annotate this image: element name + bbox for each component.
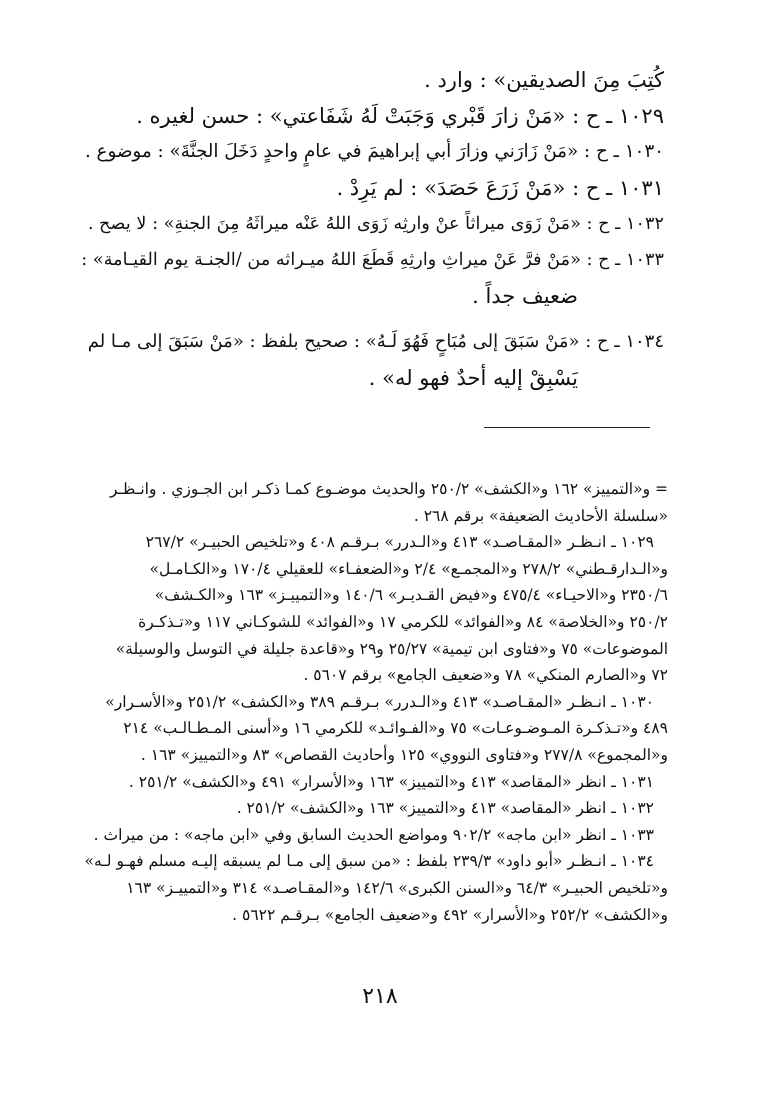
footnote-line: ١٠٣٣ ـ انظر «ابن ماجه» ٩٠٢/٢ ومواضع الحديث السابق وفي «ابن ماجه» : من ميراث . [93, 825, 654, 844]
footnote-line: «سلسلة الأحاديث الضعيفة» برقم ٢٦٨ . [413, 506, 668, 525]
footnote-line: الموضوعات» ٧٥ و«فتاوى ابن تيمية» ٢٥/٢٧ و٢٩ و«قاعدة جليلة في التوسل والوسيلة» [115, 639, 668, 658]
footnote-line: و«الكشف» ٢٥٢/٢ و«الأسرار» ٤٩٢ و«ضعيف الجامع» بـرقـم ٥٦٢٢ . [232, 905, 668, 924]
footnote-line: ٧٢ و«الصارم المنكي» ٧٨ و«ضعيف الجامع» برقم ٥٦٠٧ . [303, 666, 668, 685]
entry-text: «مَنْ زَرَعَ حَصَدَ» : لم يَرِدْ . [336, 176, 566, 200]
footnote-line: ١٠٢٩ ـ انـظـر «المقـاصـد» ٤١٣ و«الـدرر» بـرقـم ٤٠٨ و«تلخيص الحبيـر» ٢٦٧/٢ [145, 533, 654, 552]
entry-text: «مَنْ زارَ قَبْري وَجَبَتْ لَهُ شَفَاعتي» : حسن لغيره . [136, 104, 566, 128]
entry-number: ١٠٣٣ ـ ح : [586, 250, 664, 270]
hadith-entry-1034 [80, 324, 664, 396]
footnote-line: ٢٥٠/٢ و«الخلاصة» ٨٤ و«الفوائد» للكرمي ١٧ و«الفوائد» للشوكـاني ١١٧ و«تـذكـرة [138, 612, 668, 631]
footnote-line: = و«التمييز» ١٦٢ و«الكشف» ٢٥٠/٢ والحديث موضـوع كمـا ذكـر ابن الجـوزي . وانـظـر [109, 480, 668, 498]
footnote-line: ١٠٣٤ ـ انـظـر «أبو داود» ٢٣٩/٣ بلفظ : «من سبق إلى مـا لم يسبقه إليـه مسلم فهـو لـه» [84, 852, 654, 871]
entry-number: ١٠٣١ ـ ح : [572, 176, 664, 200]
footnote-line: و«المجموع» ٢٧٧/٨ و«فتاوى النووي» ١٢٥ وأحاديث القصاص» ٨٣ و«التمييز» ١٦٣ . [140, 745, 668, 764]
hadith-entry-1029 [80, 98, 664, 134]
footnote-line: ٢٣٥٠/٦ و«الاحيـاء» ٤٧٥/٤ و«فيض القـديـر» ١٤٠/٦ و«التمييـز» ١٦٣ و«الكـشف» [154, 586, 668, 605]
footnote-line: ١٠٣٠ ـ انـظـر «المقـاصـد» ٤١٣ و«الـدرر» بـرقـم ٣٨٩ و«الكشف» ٢٥١/٢ و«الأسـرار» [105, 692, 654, 711]
entry-continuation: يَسْبِقْ إليه أحدٌ فهو له» . [368, 366, 578, 390]
page-number: ٢١٨ [362, 984, 398, 1009]
main-text [80, 62, 664, 396]
hadith-entry-1032 [80, 206, 664, 242]
entry-text: «مَنْ زَارَني وزارَ أبي إبراهيمَ في عامٍ واحدٍ دَخَلَ الجنَّةَ» : موضوع . [84, 141, 579, 162]
footnote-line: ٤٨٩ و«تـذكـرة المـوضـوعـات» ٧٥ و«الفـوائـد» للكرمي ١٦ و«أسنى المـطـالـب» ٢١٤ [123, 719, 668, 738]
entry-text: «مَنْ سَبَقَ إلى مُبَاحٍ فَهُوَ لَـهُ» : صحيح بلفظ : «مَنْ سَبَقَ إلى مـا لم [87, 331, 580, 352]
entry-text: «مَنْ فرَّ عَنْ ميراثِ وارثِهِ قَطَعَ اللهُ ميـراثه من /الجنـة يوم القيـامة» : [81, 250, 581, 270]
entry-number: ١٠٣٠ ـ ح : [583, 141, 664, 162]
footnote-line: ١٠٣١ ـ انظر «المقاصد» ٤١٣ و«التمييز» ١٦٣ و«الأسرار» ٤٩١ و«الكشف» ٢٥١/٢ . [128, 772, 654, 791]
entry-number: ١٠٣٢ ـ ح : [586, 214, 664, 234]
entry-text: «مَنْ زَوَى ميراثاً عنْ وارثِه زَوَى اللهُ عَنْه ميراثَهُ مِنَ الجنةِ» : لا يصح . [87, 214, 581, 234]
entry-number: ١٠٢٩ ـ ح : [572, 104, 664, 128]
footnote-divider [484, 427, 650, 428]
hadith-entry-1033 [80, 242, 664, 314]
hadith-entry-1030 [80, 134, 664, 170]
main-text-continuation: كُتِبَ مِنَ الصديقين» : وارد . [424, 68, 664, 92]
footnote-line: ١٠٣٢ ـ انظر «المقاصد» ٤١٣ و«التمييز» ١٦٣ و«الكشف» ٢٥١/٢ . [236, 799, 654, 818]
footnote-line: و«تلخيص الحبيـر» ٦٤/٣ و«السنن الكبرى» ١٤٢/٦ و«المقـاصـد» ٣١٤ و«التمييـز» ١٦٣ [126, 878, 668, 897]
hadith-entry-1031 [80, 170, 664, 206]
footnote-line: و«الـدارقـطني» ٢٧٨/٢ و«المجمـع» ٢/٤ و«الضعفـاء» للعقيلي ١٧٠/٤ و«الكـامـل» [149, 559, 668, 578]
entry-continuation: ضعيف جداً . [472, 284, 578, 308]
footnotes [74, 476, 668, 928]
entry-number: ١٠٣٤ ـ ح : [585, 331, 664, 352]
